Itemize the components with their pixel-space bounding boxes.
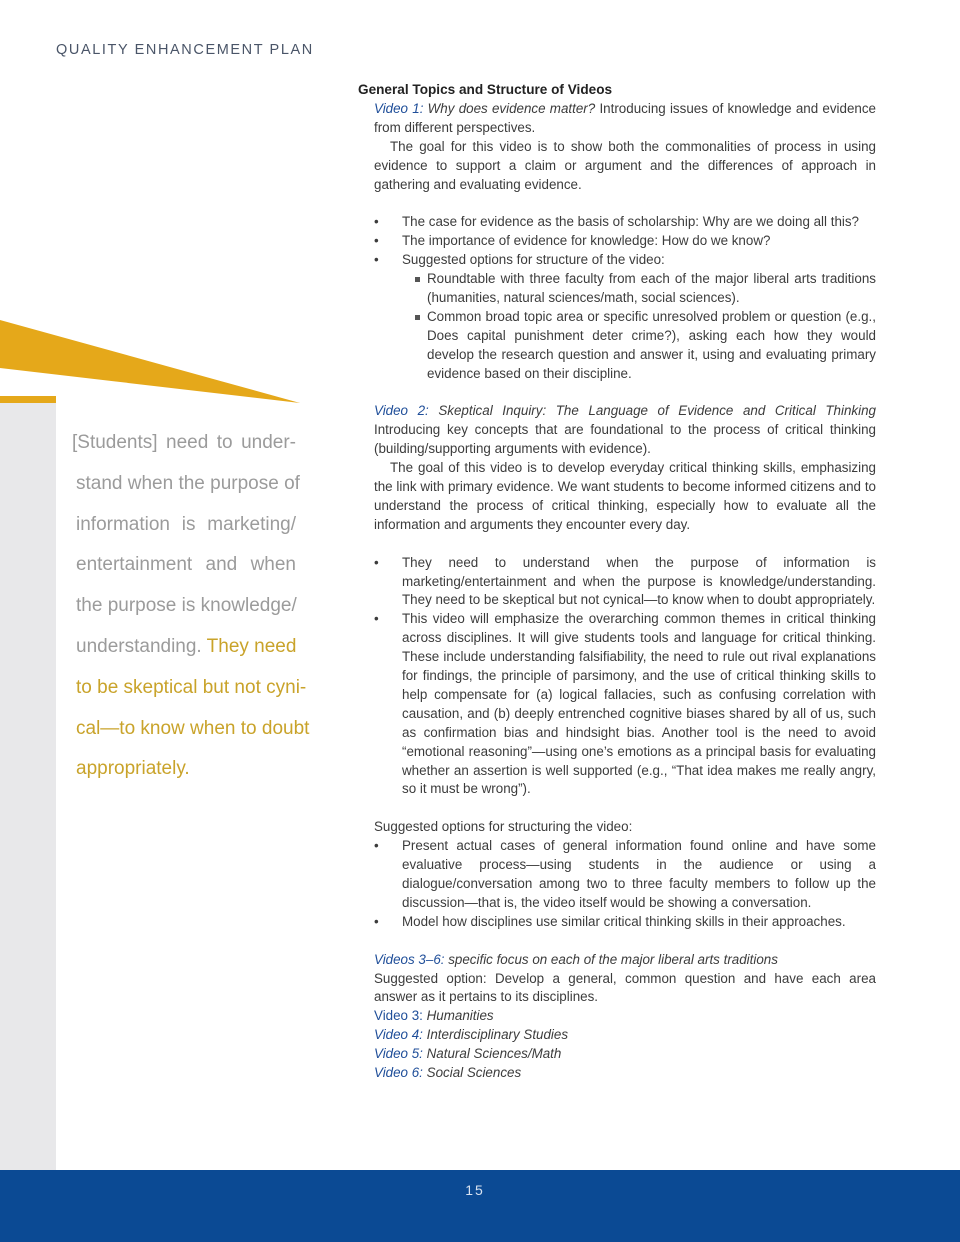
sub-list-item: Common broad topic area or specific unresolved problem or question (e.g., Does capital punishment deter crime?), asking each how they would develop the research question and answer it, using and evaluating primary evidence based on their discipline. <box>414 308 876 384</box>
pull-quote-gold-line: cal—to know when to doubt <box>76 717 310 739</box>
pull-quote-line: the purpose is knowledge/ <box>76 595 297 617</box>
page-number: 15 <box>465 1182 485 1198</box>
video3-label: Video 3: <box>374 1008 423 1024</box>
sub-list-item: Roundtable with three faculty from each of the major liberal arts traditions (humanities, natural sciences/math, social sciences). <box>414 270 876 308</box>
video1-subtitle: Why does evidence matter? <box>427 100 596 116</box>
pull-quote-line: stand when the purpose of <box>76 472 300 494</box>
video1-intro <box>374 100 876 138</box>
pull-quote-line: entertainment and when <box>76 554 296 576</box>
footer-bar <box>0 1170 960 1242</box>
list-item: • Model how disciplines use similar critical thinking skills in their approaches. <box>374 913 876 932</box>
pull-quote-gold-line: to be skeptical but not cyni- <box>76 676 307 698</box>
video1-intro-text: Introducing issues of knowledge and evidence from different perspectives. <box>374 100 876 135</box>
pull-quote-line <box>72 627 296 668</box>
video2-intro <box>374 402 876 459</box>
video2-options-heading: Suggested options for structuring the video: <box>374 819 633 835</box>
video2-options <box>358 837 876 932</box>
list-item: • Present actual cases of general information found online and have some evaluative process—using students in the audience or using a dialogue/conversation among two to three faculty members to follow up the discussion—that is, the video itself would be showing a conversation. <box>374 837 876 913</box>
video1-goal: The goal for this video is to show both the commonalities of process in using evidence to support a claim or argument and the differences of approach in gathering and evaluating evidence. <box>374 138 876 192</box>
list-item: • The importance of evidence for knowledge: How do we know? <box>374 232 876 251</box>
video4-label: Video 4: <box>374 1027 423 1043</box>
video1-label: Video 1: <box>374 100 424 116</box>
video3-line <box>374 1007 876 1026</box>
videos3-6-subtitle: specific focus on each of the major liberal arts traditions <box>448 951 778 967</box>
video1-bullets <box>358 213 876 383</box>
videos3-6-heading <box>374 951 876 970</box>
video4-line <box>374 1026 876 1045</box>
video2-block <box>358 402 876 534</box>
video2-bullets <box>358 554 876 800</box>
video4-topic: Interdisciplinary Studies <box>426 1027 569 1043</box>
video5-topic: Natural Sciences/Math <box>426 1046 562 1062</box>
main-content <box>358 81 876 1083</box>
pull-quote-grey-text: understanding. <box>76 635 202 657</box>
video2-intro-text: Introducing key concepts that are foundational to the process of critical thinking (building/supporting arguments with evidence). <box>374 422 876 457</box>
video1-sub-bullets <box>402 270 876 383</box>
video2-subtitle: Skeptical Inquiry: The Language of Evidence and Critical Thinking <box>438 403 876 419</box>
pull-quote-line: information is marketing/ <box>76 513 296 535</box>
video6-topic: Social Sciences <box>426 1065 522 1081</box>
video3-topic: Humanities <box>426 1008 494 1024</box>
video1-block <box>358 100 876 195</box>
running-header: QUALITY ENHANCEMENT PLAN <box>56 42 314 58</box>
video5-line <box>374 1045 876 1064</box>
pull-quote-gold-text: They need <box>206 635 297 657</box>
pull-quote <box>72 423 310 790</box>
video5-label: Video 5: <box>374 1046 423 1062</box>
video2-label: Video 2: <box>374 403 429 419</box>
video6-line <box>374 1064 876 1083</box>
videos3-6-label: Videos 3–6: <box>374 951 445 967</box>
video2-options-block <box>358 818 876 837</box>
list-item: • The case for evidence as the basis of scholarship: Why are we doing all this? <box>374 213 876 232</box>
video6-label: Video 6: <box>374 1065 423 1081</box>
list-item-text: Suggested options for structure of the video: <box>402 252 665 268</box>
pull-quote-gold-line: appropriately. <box>76 758 190 780</box>
sidebar-strip <box>0 395 56 1170</box>
video2-goal: The goal of this video is to develop everyday critical thinking skills, emphasizing the link with primary evidence. We want students to become informed citizens and to understand the process of critical thinking, especially how to evaluate all the information and arguments they encounter every day. <box>374 460 876 532</box>
gold-accent-wedge <box>0 318 300 408</box>
list-item <box>374 251 876 383</box>
videos3-6-suggested: Suggested option: Develop a general, common question and have each area answer as it pertains to its disciplines. <box>374 970 876 1005</box>
pull-quote-line: [Students] need to under- <box>72 432 296 453</box>
list-item: • This video will emphasize the overarching common themes in critical thinking across disciplines. It will give students tools and language for critical thinking. These include understanding falsifiability, the need to rule out rival explanations for findings, the principle of parsimony, and the use of critical thinking skills to help compensate for (a) logical fallacies, such as confusing correlation with causation, and (b) deeply entrenched cognitive biases shared by all of us, such as confirmation bias and hindsight bias. Another tool is the need to avoid “emotional reasoning”—using one’s emotions as a principal basis for evaluating whether an assertion is well supported (e.g., “That idea makes me really angry, so it must be wrong”). <box>374 610 876 799</box>
list-item: • They need to understand when the purpose of information is marketing/entertainment and when the purpose is knowledge/understanding. They need to be skeptical but not cynical—to know when to doubt appropriately. <box>374 554 876 611</box>
videos3-6-block <box>358 951 876 1083</box>
section-title: General Topics and Structure of Videos <box>358 82 613 97</box>
